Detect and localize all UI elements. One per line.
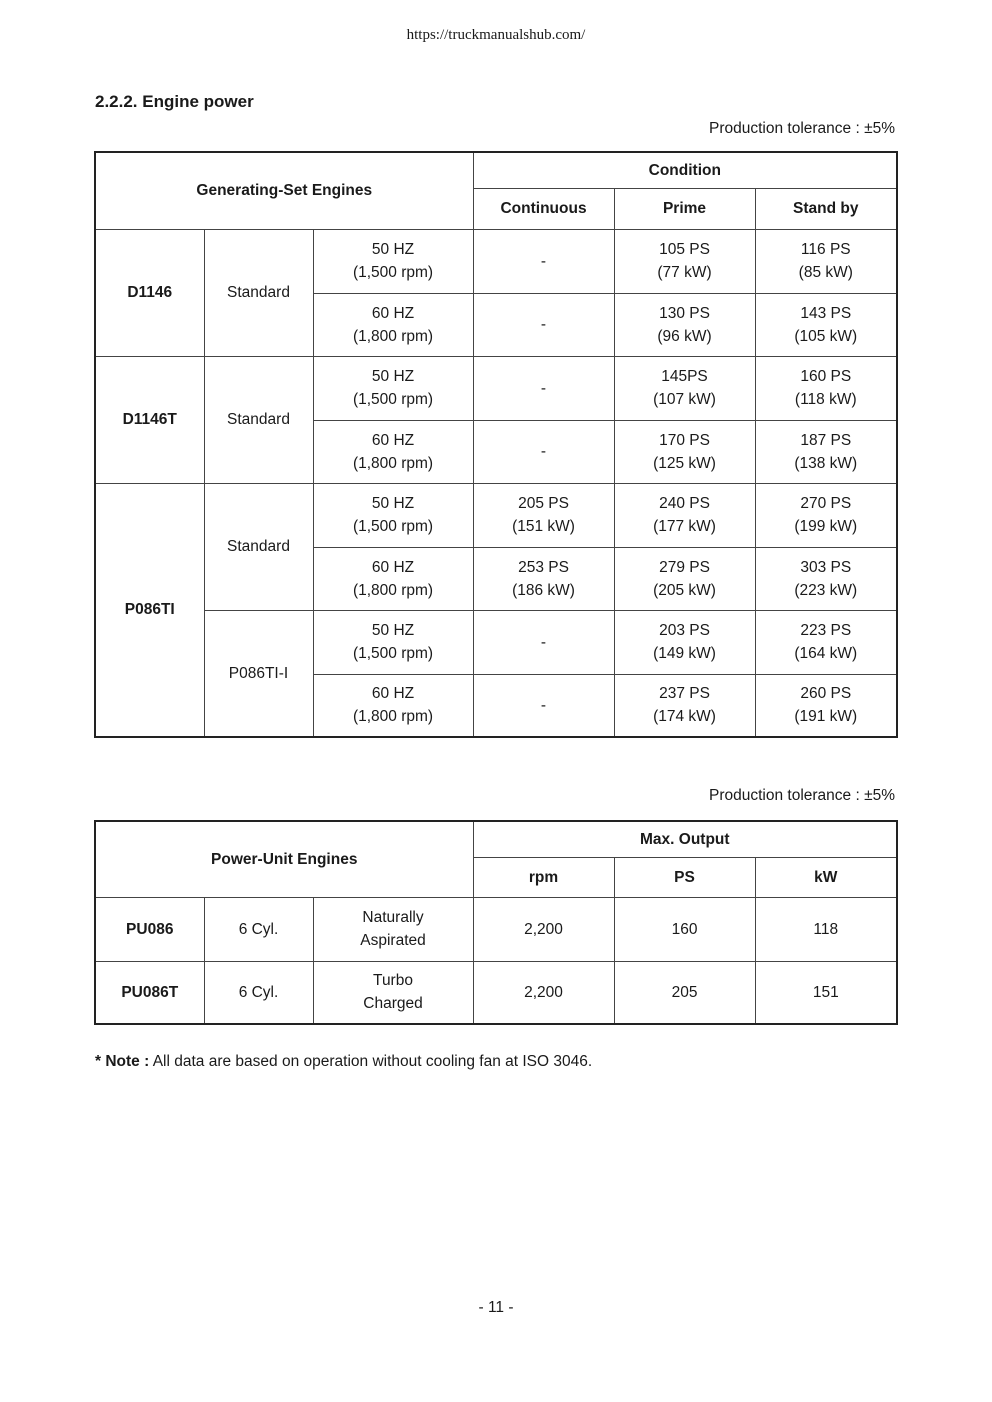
freq-cell: 50 HZ (1,500 rpm) [313,356,473,420]
cyl-cell: 6 Cyl. [204,897,313,961]
standby-cell: 160 PS (118 kW) [755,356,897,420]
powerunit-engine-table [94,820,898,1025]
col-rpm: rpm [473,857,614,897]
type-cell: Turbo Charged [313,961,473,1024]
prime-cell: 237 PS (174 kW) [614,674,755,737]
continuous-cell: - [473,356,614,420]
continuous-cell: - [473,293,614,356]
standby-cell: 270 PS (199 kW) [755,483,897,547]
continuous-cell: - [473,610,614,674]
rpm-cell: 2,200 [473,961,614,1024]
variant-cell: Standard [204,356,313,483]
prime-cell: 145PS (107 kW) [614,356,755,420]
col-ps: PS [614,857,755,897]
freq-cell: 60 HZ (1,800 rpm) [313,420,473,483]
section-title: 2.2.2. Engine power [95,92,254,111]
rpm-cell: 2,200 [473,897,614,961]
ps-cell: 160 [614,897,755,961]
ps-cell: 205 [614,961,755,1024]
variant-cell: Standard [204,483,313,610]
standby-cell: 303 PS (223 kW) [755,547,897,610]
freq-cell: 60 HZ (1,800 rpm) [313,293,473,356]
kw-cell: 118 [755,897,897,961]
standby-cell: 260 PS (191 kW) [755,674,897,737]
footnote [95,1053,592,1071]
freq-cell: 60 HZ (1,800 rpm) [313,547,473,610]
standby-cell: 143 PS (105 kW) [755,293,897,356]
table-row [95,961,897,1024]
col-kw: kW [755,857,897,897]
prime-cell: 170 PS (125 kW) [614,420,755,483]
tolerance-note-2: Production tolerance : ±5% [709,787,895,804]
prime-cell: 203 PS (149 kW) [614,610,755,674]
genset-engine-table [94,151,898,738]
prime-cell: 130 PS (96 kW) [614,293,755,356]
prime-cell: 240 PS (177 kW) [614,483,755,547]
note-label: * Note : [95,1053,150,1070]
continuous-cell: - [473,420,614,483]
freq-cell: 60 HZ (1,800 rpm) [313,674,473,737]
page-number: - 11 - [478,1299,514,1316]
prime-cell: 105 PS (77 kW) [614,229,755,293]
freq-cell: 50 HZ (1,500 rpm) [313,483,473,547]
continuous-cell: 253 PS (186 kW) [473,547,614,610]
model-cell: PU086T [95,961,204,1024]
model-cell: PU086 [95,897,204,961]
prime-cell: 279 PS (205 kW) [614,547,755,610]
standby-cell: 223 PS (164 kW) [755,610,897,674]
note-text: All data are based on operation without cooling fan at ISO 3046. [149,1053,593,1070]
model-cell: P086TI [95,483,204,737]
header-url: https://truckmanualshub.com/ [406,27,586,43]
standby-cell: 116 PS (85 kW) [755,229,897,293]
genset-title-cell: Generating-Set Engines [95,152,473,229]
table-row [95,897,897,961]
tolerance-note-1: Production tolerance : ±5% [709,120,895,137]
type-cell: Naturally Aspirated [313,897,473,961]
model-cell: D1146T [95,356,204,483]
kw-cell: 151 [755,961,897,1024]
col-continuous: Continuous [473,188,614,229]
freq-cell: 50 HZ (1,500 rpm) [313,610,473,674]
continuous-cell: - [473,674,614,737]
col-standby: Stand by [755,188,897,229]
freq-cell: 50 HZ (1,500 rpm) [313,229,473,293]
col-prime: Prime [614,188,755,229]
continuous-cell: 205 PS (151 kW) [473,483,614,547]
standby-cell: 187 PS (138 kW) [755,420,897,483]
condition-header: Condition [473,152,897,188]
maxoutput-header: Max. Output [473,821,897,857]
variant-cell: P086TI-I [204,610,313,737]
powerunit-title-cell: Power-Unit Engines [95,821,473,897]
variant-cell: Standard [204,229,313,356]
continuous-cell: - [473,229,614,293]
model-cell: D1146 [95,229,204,356]
cyl-cell: 6 Cyl. [204,961,313,1024]
